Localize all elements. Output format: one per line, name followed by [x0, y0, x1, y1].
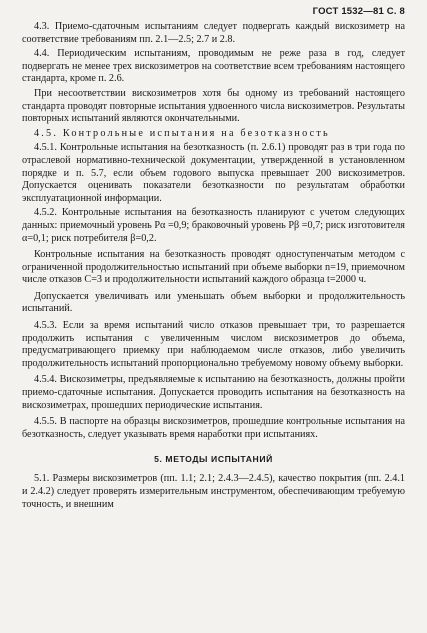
paragraph-4-5-2: 4.5.2. Контрольные испытания на безотказность планируют с учетом следующих данных: приемочный уровень Pα =0,9; браковочный уровень Pβ =0,7; риск изготовителя α=0,1; риск потребителя β=0,2.	[22, 207, 405, 244]
paragraph-4-5-4: 4.5.4. Вискозиметры, предъявляемые к испытанию на безотказность, должны пройти приемо-сдаточные испытания. Допускается проводить испытания на безотказность на вискозиметрах, прошедших периодические испытания.	[22, 374, 405, 411]
paragraph-4-4: 4.4. Периодическим испытаниям, проводимым не реже раза в год, следует подвергать не менее трех вискозиметров на соответствие всем требованиям настоящего стандарта, кроме п. 2.6.	[22, 48, 405, 85]
paragraph-4-5-1: 4.5.1. Контрольные испытания на безотказность (п. 2.6.1) проводят раз в три года по отраслевой нормативно-технической документации, утвержденной в установленном порядке и п. 5.7, если объем годового выпуска превышает 200 вискозиметров. Допускается оценивать показатели безотказности по результатам обработки эксплуатационной информации.	[22, 142, 405, 204]
paragraph-allowed: Допускается увеличивать или уменьшать объем выборки и продолжительность испытаний.	[22, 290, 405, 315]
section-5-title: 5. МЕТОДЫ ИСПЫТАНИЙ	[154, 454, 273, 465]
paragraph-4-3: 4.3. Приемо-сдаточным испытаниям следует подвергать каждый вискозиметр на соответствие требованиям пп. 2.1—2.5; 2.7 и 2.8.	[22, 21, 405, 45]
paragraph-repeat-tests: При несоответствии вискозиметров хотя бы одному из требований настоящего стандарта проводят повторные испытания удвоенного числа вискозиметров. Результаты повторных испытаний являются окончательными.	[22, 87, 405, 125]
paragraph-4-5-5: 4.5.5. В паспорте на образцы вискозиметров, прошедшие контрольные испытания на безотказность, следует указывать время наработки при испытаниях.	[22, 416, 405, 440]
paragraph-single-stage: Контрольные испытания на безотказность проводят одноступенчатым методом с ограниченной продолжительностью испытаний при объеме выборки n=19, приемочном числе отказов C=3 и продолжительности испытаний каждого образца t=2000 ч.	[22, 249, 405, 286]
page-header: ГОСТ 1532—81 С. 8	[312, 6, 405, 17]
paragraph-5-1: 5.1. Размеры вискозиметров (пп. 1.1; 2.1; 2.4.3—2.4.5), качество покрытия (пп. 2.4.1 и 2.4.2) следует проверять измерительным инструментом, обеспечивающим требуемую точность, и внешним	[22, 473, 405, 510]
paragraph-4-5-3: 4.5.3. Если за время испытаний число отказов превышает три, то разрешается продолжить испытания с увеличенным числом вискозиметров до объема, предусматривающего приемку при наблюдаемом числе отказов, либо увеличить продолжительность испытаний пропорционально требуемому новому объему выборки.	[22, 320, 405, 369]
heading-4-5: 4.5. Контрольные испытания на безотказность	[34, 127, 330, 139]
